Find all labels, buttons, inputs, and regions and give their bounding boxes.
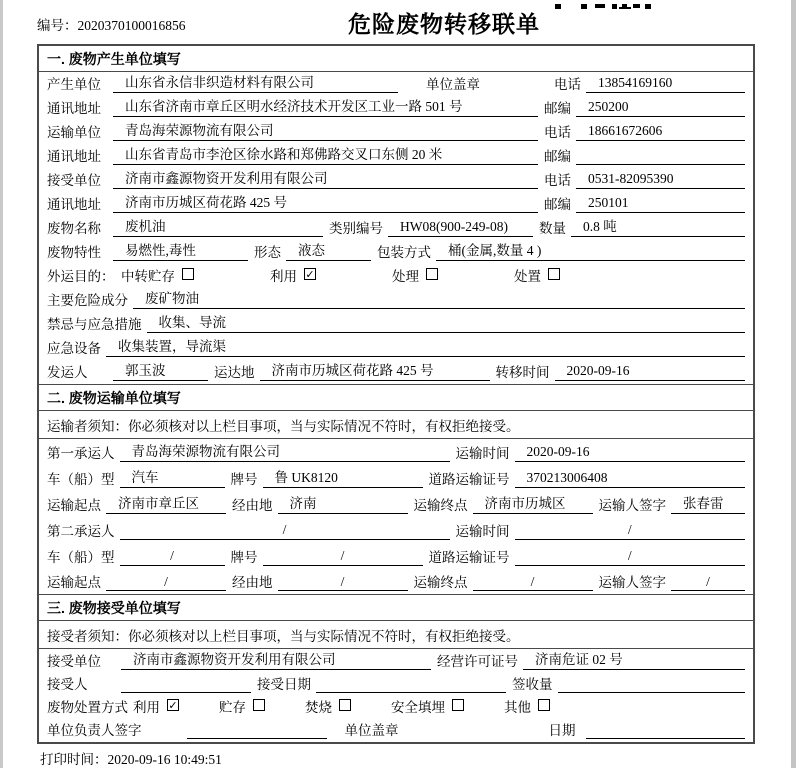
label-transport-time-2: 运输时间 bbox=[455, 523, 510, 539]
checkbox-unchecked-icon bbox=[452, 699, 464, 711]
row-responsible-signature bbox=[39, 719, 753, 742]
label-quantity: 数量 bbox=[539, 220, 566, 236]
row-transport-address bbox=[39, 144, 753, 168]
section2-header: 二. 废物运输单位填写 bbox=[39, 384, 753, 411]
section1-body bbox=[39, 72, 753, 384]
row-first-carrier bbox=[39, 439, 753, 465]
checkbox-unchecked-icon bbox=[339, 699, 351, 711]
field-origin-2: / bbox=[106, 574, 226, 592]
field-origin-1: 济南市章丘区 bbox=[106, 496, 226, 514]
field-transport-address: 山东省青岛市李沧区徐水路和郑佛路交叉口东侧 20 米 bbox=[113, 147, 538, 165]
field-carrier-signature-1: 张春雷 bbox=[671, 496, 745, 514]
checkbox-label: 中转贮存 bbox=[121, 268, 175, 284]
serial-value: 2020370100016856 bbox=[77, 18, 186, 33]
field-acceptor bbox=[121, 692, 251, 693]
checkbox-label: 处置 bbox=[514, 268, 541, 284]
label-shipper: 发运人 bbox=[47, 364, 88, 380]
check-mark-icon: ✓ bbox=[305, 267, 315, 281]
check-mark-icon: ✓ bbox=[168, 698, 178, 712]
field-vehicle-type-2: / bbox=[120, 548, 225, 566]
label-transport-unit: 运输单位 bbox=[47, 124, 101, 140]
label-destination: 运达地 bbox=[214, 364, 255, 380]
manifest-form bbox=[37, 44, 755, 744]
print-time-label: 打印时间： bbox=[40, 752, 108, 767]
row-shipper bbox=[39, 360, 753, 384]
label-receiver-address: 通讯地址 bbox=[47, 196, 101, 212]
label-date: 日期 bbox=[548, 722, 576, 738]
label-road-permit-1: 道路运输证号 bbox=[428, 471, 510, 487]
row-generator-unit bbox=[39, 72, 753, 96]
row-waste-name bbox=[39, 216, 753, 240]
field-business-license: 济南危证 02 号 bbox=[523, 652, 745, 670]
label-waste-name: 废物名称 bbox=[47, 220, 101, 236]
field-transport-unit: 青岛海荣源物流有限公司 bbox=[113, 123, 538, 141]
checkbox-label: 处理 bbox=[392, 268, 419, 284]
field-terminus-2: / bbox=[473, 574, 593, 592]
field-accept-date bbox=[316, 692, 506, 693]
scrollbar-track[interactable] bbox=[791, 0, 796, 768]
row-waste-characteristics bbox=[39, 240, 753, 264]
checkbox-unchecked-icon bbox=[182, 268, 194, 280]
field-packaging: 桶(金属,数量 4 ) bbox=[436, 243, 745, 261]
label-second-carrier: 第二承运人 bbox=[47, 523, 115, 539]
checkbox-label: 安全填埋 bbox=[391, 699, 445, 715]
field-generator-unit: 山东省永信非织造材料有限公司 bbox=[113, 75, 398, 93]
label-phone-2: 电话 bbox=[544, 124, 571, 140]
field-accepting-unit: 济南市鑫源物资开发利用有限公司 bbox=[121, 652, 431, 670]
label-packaging: 包装方式 bbox=[377, 244, 431, 260]
label-business-license: 经营许可证号 bbox=[437, 653, 518, 669]
label-transfer-date: 转移时间 bbox=[495, 364, 550, 380]
label-vehicle-type-2: 车（船）型 bbox=[47, 549, 115, 565]
field-plate-number-2: / bbox=[263, 548, 423, 566]
field-responsible-signature bbox=[187, 738, 327, 739]
serial-label: 编号： bbox=[37, 18, 78, 33]
field-transport-time-2: / bbox=[515, 522, 746, 540]
row-receiver-unit bbox=[39, 168, 753, 192]
field-road-permit-2: / bbox=[515, 548, 746, 566]
page-title: 危险废物转移联单 bbox=[348, 11, 540, 37]
checkbox-unchecked-icon bbox=[426, 268, 438, 280]
field-destination: 济南市历城区荷花路 425 号 bbox=[260, 363, 490, 381]
field-emergency-measures: 收集、导流 bbox=[147, 315, 746, 333]
field-vehicle-type-1: 汽车 bbox=[120, 470, 225, 488]
field-quantity: 0.8 吨 bbox=[571, 219, 745, 237]
label-via-1: 经由地 bbox=[232, 497, 273, 513]
option-safe-landfill bbox=[391, 696, 464, 716]
page-left-edge bbox=[0, 0, 3, 768]
label-postcode-2: 邮编 bbox=[544, 148, 571, 164]
option-utilize-2 bbox=[133, 696, 179, 716]
label-form-state: 形态 bbox=[254, 244, 281, 260]
label-carrier-signature-2: 运输人签字 bbox=[598, 575, 666, 591]
print-time-value: 2020-09-16 10:49:51 bbox=[107, 752, 222, 767]
checkbox-unchecked-icon bbox=[253, 699, 265, 711]
field-first-carrier: 青岛海荣源物流有限公司 bbox=[120, 444, 450, 462]
row-second-carrier bbox=[39, 517, 753, 543]
checkbox-label: 贮存 bbox=[219, 699, 246, 715]
label-first-carrier: 第一承运人 bbox=[47, 445, 115, 461]
field-phone-1: 13854169160 bbox=[586, 75, 745, 93]
option-store bbox=[219, 696, 265, 716]
field-receiver-address: 济南市历城区荷花路 425 号 bbox=[113, 195, 538, 213]
label-postcode-3: 邮编 bbox=[544, 196, 571, 212]
label-unit-seal: 单位盖章 bbox=[426, 76, 480, 92]
row-emergency-measures bbox=[39, 312, 753, 336]
row-outbound-purpose bbox=[39, 264, 753, 288]
label-plate-number-1: 牌号 bbox=[230, 471, 258, 487]
section1-header: 一. 废物产生单位填写 bbox=[39, 46, 753, 72]
serial-number bbox=[37, 14, 186, 34]
section2-body bbox=[39, 439, 753, 595]
row-acceptor bbox=[39, 673, 753, 696]
field-transfer-date: 2020-09-16 bbox=[555, 363, 746, 381]
option-transfer-storage bbox=[121, 265, 194, 285]
transporter-notice: 运输者须知：你必须核对以上栏目事项，当与实际情况不符时，有权拒绝接受。 bbox=[39, 411, 753, 439]
checkbox-label: 利用 bbox=[133, 699, 160, 715]
label-outbound-purpose: 外运目的： bbox=[47, 268, 115, 284]
option-utilize bbox=[270, 265, 316, 285]
option-incinerate bbox=[305, 696, 351, 716]
label-phone-3: 电话 bbox=[544, 172, 571, 188]
label-hazard-components: 主要危险成分 bbox=[47, 292, 128, 308]
label-responsible-signature: 单位负责人签字 bbox=[47, 722, 142, 738]
option-dispose bbox=[514, 265, 560, 285]
field-emergency-equipment: 收集装置，导流渠 bbox=[106, 339, 745, 357]
label-origin-2: 运输起点 bbox=[47, 575, 101, 591]
field-road-permit-1: 370213006408 bbox=[515, 470, 746, 488]
label-terminus-2: 运输终点 bbox=[413, 575, 468, 591]
label-transport-time-1: 运输时间 bbox=[455, 445, 510, 461]
field-waste-characteristics: 易燃性,毒性 bbox=[113, 243, 248, 261]
field-shipper: 郭玉波 bbox=[113, 363, 208, 381]
label-transport-address: 通讯地址 bbox=[47, 148, 101, 164]
label-receiver-unit: 接受单位 bbox=[47, 172, 101, 188]
label-disposal-method: 废物处置方式 bbox=[47, 699, 128, 715]
label-accepting-unit: 接受单位 bbox=[47, 653, 101, 669]
label-received-quantity: 签收量 bbox=[512, 676, 553, 692]
option-treat bbox=[392, 265, 438, 285]
qr-code-fragment-icon bbox=[555, 0, 651, 9]
row-vehicle-type-1 bbox=[39, 465, 753, 491]
field-postcode-2 bbox=[576, 164, 745, 165]
label-acceptor: 接受人 bbox=[47, 676, 88, 692]
section3-header: 三. 废物接受单位填写 bbox=[39, 594, 753, 621]
checkbox-checked-icon bbox=[304, 268, 316, 280]
row-accepting-unit bbox=[39, 649, 753, 672]
row-disposal-method bbox=[39, 696, 753, 719]
checkbox-label: 利用 bbox=[270, 268, 297, 284]
print-time bbox=[40, 748, 222, 768]
receiver-notice: 接受者须知：你必须核对以上栏目事项，当与实际情况不符时，有权拒绝接受。 bbox=[39, 621, 753, 649]
field-postcode-1: 250200 bbox=[576, 99, 745, 117]
field-via-1: 济南 bbox=[278, 496, 408, 514]
checkbox-label: 其他 bbox=[504, 699, 531, 715]
checkbox-unchecked-icon bbox=[548, 268, 560, 280]
label-emergency-measures: 禁忌与应急措施 bbox=[47, 316, 142, 332]
field-phone-2: 18661672606 bbox=[576, 123, 745, 141]
field-phone-3: 0531-82095390 bbox=[576, 171, 745, 189]
label-emergency-equipment: 应急设备 bbox=[47, 340, 101, 356]
field-hazard-components: 废矿物油 bbox=[133, 291, 745, 309]
label-origin-1: 运输起点 bbox=[47, 497, 101, 513]
label-postcode-1: 邮编 bbox=[544, 100, 571, 116]
field-waste-name: 废机油 bbox=[113, 219, 323, 237]
label-via-2: 经由地 bbox=[232, 575, 273, 591]
checkbox-label: 焚烧 bbox=[305, 699, 332, 715]
field-plate-number-1: 鲁 UK8120 bbox=[263, 470, 423, 488]
label-road-permit-2: 道路运输证号 bbox=[428, 549, 510, 565]
label-vehicle-type-1: 车（船）型 bbox=[47, 471, 115, 487]
option-other bbox=[504, 696, 550, 716]
checkbox-unchecked-icon bbox=[538, 699, 550, 711]
field-via-2: / bbox=[278, 574, 408, 592]
label-waste-characteristics: 废物特性 bbox=[47, 244, 101, 260]
label-phone-1: 电话 bbox=[554, 76, 581, 92]
document-header bbox=[37, 6, 755, 40]
field-received-quantity bbox=[558, 692, 746, 693]
label-accept-date: 接受日期 bbox=[257, 676, 311, 692]
field-generator-address: 山东省济南市章丘区明水经济技术开发区工业一路 501 号 bbox=[113, 99, 538, 117]
label-terminus-1: 运输终点 bbox=[413, 497, 468, 513]
field-date bbox=[586, 738, 746, 739]
row-route-2 bbox=[39, 569, 753, 595]
label-generator-unit: 产生单位 bbox=[47, 76, 101, 92]
field-postcode-3: 250101 bbox=[576, 195, 745, 213]
field-category-code: HW08(900-249-08) bbox=[388, 219, 533, 237]
field-transport-time-1: 2020-09-16 bbox=[515, 444, 746, 462]
checkbox-checked-icon bbox=[167, 699, 179, 711]
label-carrier-signature-1: 运输人签字 bbox=[598, 497, 666, 513]
row-vehicle-type-2 bbox=[39, 543, 753, 569]
field-terminus-1: 济南市历城区 bbox=[473, 496, 593, 514]
row-route-1 bbox=[39, 491, 753, 517]
row-receiver-address bbox=[39, 192, 753, 216]
field-form-state: 液态 bbox=[286, 243, 371, 261]
label-category-code: 类别编号 bbox=[329, 220, 383, 236]
row-transport-unit bbox=[39, 120, 753, 144]
row-emergency-equipment bbox=[39, 336, 753, 360]
label-plate-number-2: 牌号 bbox=[230, 549, 258, 565]
field-second-carrier: / bbox=[120, 522, 450, 540]
field-receiver-unit: 济南市鑫源物资开发利用有限公司 bbox=[113, 171, 538, 189]
label-generator-address: 通讯地址 bbox=[47, 100, 101, 116]
row-generator-address bbox=[39, 96, 753, 120]
label-unit-seal-2: 单位盖章 bbox=[344, 722, 399, 738]
section3-body bbox=[39, 649, 753, 742]
field-carrier-signature-2: / bbox=[671, 574, 745, 592]
row-hazard-components bbox=[39, 288, 753, 312]
